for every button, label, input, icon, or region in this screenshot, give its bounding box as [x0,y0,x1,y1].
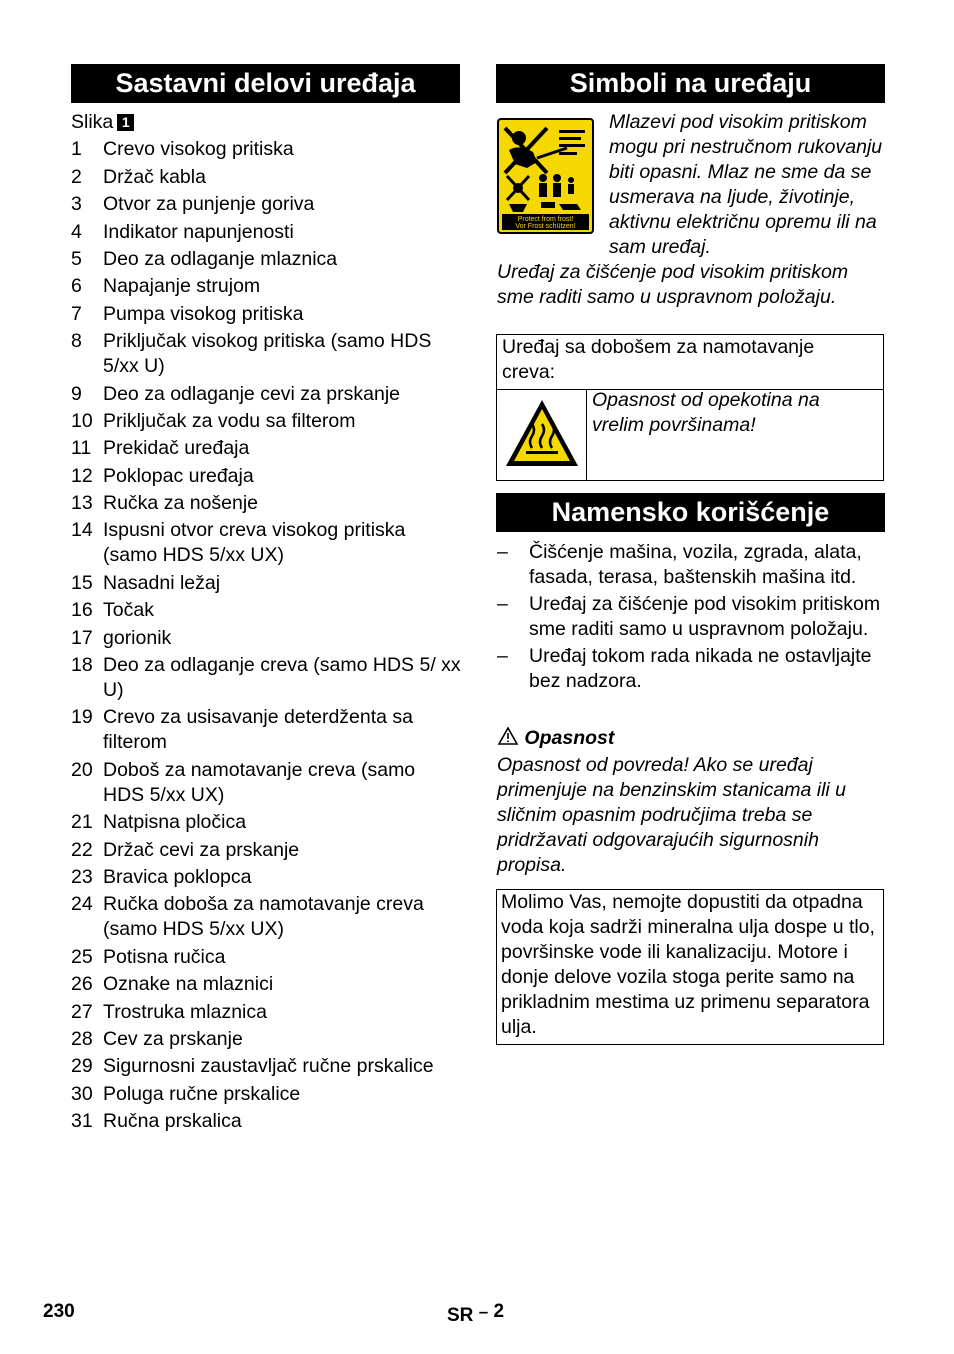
heading-simboli: Simboli na uređaju [496,64,885,103]
symbol-description: Mlazevi pod visokim pritiskom mogu pri nestručnom rukovanju biti opasni. Mlaz ne sme da se usmerava na ljude, životinje, aktivnu električnu opremu ili na sam uređaj. [609,111,883,258]
hot-surface-warning-icon [504,398,580,468]
list-item [71,247,461,272]
list-item-text: Deo za odlaganje mlaznica [103,247,338,270]
list-item-number: 25 [71,945,93,968]
list-item-number: 23 [71,865,93,888]
list-item [71,705,461,755]
list-item-text: Ručka za nošenje [103,492,259,515]
footer-lang [447,1299,504,1328]
list-item [71,1109,461,1134]
list-item [71,838,461,863]
list-item-text: Crevo za usisavanje deterdženta sa filterom [103,706,414,754]
list-item-number: 10 [71,409,93,432]
list-item-number: 3 [71,193,82,216]
list-item-number: 21 [71,811,93,834]
high-pressure-warning-symbol-icon [497,118,594,234]
list-item-text: Sigurnosni zaustavljač ručne prskalice [103,1055,434,1078]
list-item-number: 30 [71,1082,93,1105]
list-item [71,220,461,245]
list-item-text: Poluga ručne prskalice [103,1082,301,1105]
list-item [71,571,461,596]
list-item-text: Poklopac uređaja [103,464,254,487]
heading-namensko: Namensko korišćenje [496,493,885,532]
list-item [71,1082,461,1107]
list-item-number: 7 [71,302,82,325]
list-item-number: 26 [71,973,93,996]
list-item [71,653,461,703]
list-item-text: Crevo visokog pritiska [103,138,294,161]
list-item-number: 13 [71,492,93,515]
list-item [71,518,461,568]
danger-text: Opasnost od povreda! Ako se uređaj primenjuje na benzinskim stanicama ili u sličnim opasnim područjima treba se pridržavati odgovarajućih sigurnosnih propisa. [497,754,846,876]
hose-drum-col-divider [586,389,587,480]
parts-list [71,110,461,1134]
list-item [71,598,461,623]
heading-sastavni-delovi: Sastavni delovi uređaja [71,64,460,103]
list-item-number: 17 [71,626,93,649]
list-item [71,382,461,407]
list-item [71,1000,461,1025]
list-item-number: 22 [71,838,93,861]
list-item-number: 28 [71,1027,93,1050]
list-item-number: 6 [71,275,82,298]
upright-note: Uređaj za čišćenje pod visokim pritiskom sme raditi samo u uspravnom položaju. [497,261,849,308]
frost-label-de: Vor Frost schützen! [515,223,576,230]
list-item-number: 8 [71,330,82,353]
list-item-number: 12 [71,464,93,487]
list-item-text: Cev za prskanje [103,1027,243,1050]
list-item-number: 20 [71,758,93,781]
list-item-number: 29 [71,1055,93,1078]
list-item-text: Natpisna pločica [103,811,247,834]
list-item [71,329,461,379]
list-item-number: 2 [71,165,82,188]
list-item-text: Uređaj tokom rada nikada ne ostavljajte bez nadzora. [529,645,872,692]
list-item [71,165,461,190]
warning-triangle-icon [497,726,519,746]
list-item-text: Napajanje strujom [103,275,261,298]
list-item-text: Pumpa visokog pritiska [103,302,304,325]
list-item-text: Čišćenje mašina, vozila, zgrada, alata, fasada, terasa, baštenskih mašina itd. [529,541,862,588]
list-item [71,758,461,808]
dash-bullet: – [497,593,508,615]
list-item-text: Deo za odlaganje creva (samo HDS 5/ xx U) [103,654,461,702]
figure-number-badge: 1 [117,114,134,131]
list-item-text: Oznake na mlaznici [103,973,274,996]
list-item-text: Deo za odlaganje cevi za prskanje [103,382,401,405]
parts-items [71,137,461,1134]
list-item-number: 9 [71,382,82,405]
list-item [497,644,885,694]
list-item-text: gorionik [103,626,172,649]
list-item-number: 27 [71,1000,93,1023]
footer-subpage: 2 [493,1301,505,1322]
list-item-number: 1 [71,138,82,161]
list-item [71,1054,461,1079]
list-item-text: Trostruka mlaznica [103,1000,267,1023]
list-item [71,810,461,835]
list-item-text: Bravica poklopca [103,865,252,888]
list-item-number: 16 [71,599,93,622]
list-item [497,592,885,642]
list-item [71,192,461,217]
list-item [71,626,461,651]
list-item-text: Prekidač uređaja [103,437,250,460]
dash-bullet: – [497,541,508,563]
list-item [71,436,461,461]
list-item-number: 4 [71,220,82,243]
list-item-text: Priključak visokog pritiska (samo HDS 5/xx U) [103,330,432,378]
list-item-text: Ručka doboša za namotavanje creva (samo HDS 5/xx UX) [103,893,424,941]
footer-dash: – [478,1302,489,1321]
list-item-number: 18 [71,654,93,677]
list-item-text: Držač kabla [103,165,206,188]
list-item-text: Ručna prskalica [103,1110,242,1133]
page-number: 230 [43,1301,75,1322]
burn-warning-text: Opasnost od opekotina na vrelim površinama! [592,389,820,436]
environment-box [496,889,884,1045]
list-item-number: 15 [71,571,93,594]
figure-reference [71,110,461,135]
list-item-text: Uređaj za čišćenje pod visokim pritiskom sme raditi samo u uspravnom položaju. [529,593,881,640]
list-item [71,892,461,942]
list-item-text: Držač cevi za prskanje [103,838,300,861]
footer-lang-code: SR [447,1305,474,1326]
intended-use-list [497,540,885,696]
list-item [71,137,461,162]
list-item-number: 14 [71,519,93,542]
list-item-text: Točak [103,599,154,622]
list-item [71,491,461,516]
frost-label-en: Protect from frost! [517,216,574,223]
list-item-number: 19 [71,706,93,729]
list-item [71,302,461,327]
list-item-number: 24 [71,893,93,916]
danger-label: Opasnost [524,727,615,749]
list-item-text: Priključak za vodu sa filterom [103,409,356,432]
dash-bullet: – [497,645,508,667]
list-item-text: Potisna ručica [103,945,226,968]
list-item-text: Indikator napunjenosti [103,220,294,243]
list-item [497,540,885,590]
list-item [71,409,461,434]
list-item-text: Otvor za punjenje goriva [103,193,315,216]
list-item-number: 5 [71,247,82,270]
list-item-text: Doboš za namotavanje creva (samo HDS 5/xx UX) [103,758,416,806]
environment-text: Molimo Vas, nemojte dopustiti da otpadna voda koja sadrži mineralna ulja dospe u tlo, površinske vode ili kanalizaciju. Motore i donje delove vozila stoga perite samo na prikladnim mestima uz primenu separatora ulja. [501,891,875,1038]
list-item [71,865,461,890]
list-item-number: 31 [71,1110,93,1133]
list-item [71,945,461,970]
list-item-text: Ispusni otvor creva visokog pritiska (samo HDS 5/xx UX) [103,519,406,567]
list-item [71,464,461,489]
list-item-text: Nasadni ležaj [103,571,221,594]
list-item-number: 11 [71,437,92,460]
danger-heading [497,726,614,751]
figure-label: Slika [71,111,114,133]
list-item [71,274,461,299]
hose-drum-box [496,334,884,481]
list-item [71,972,461,997]
hose-drum-title: Uređaj sa dobošem za namotavanje creva: [502,336,815,383]
list-item [71,1027,461,1052]
